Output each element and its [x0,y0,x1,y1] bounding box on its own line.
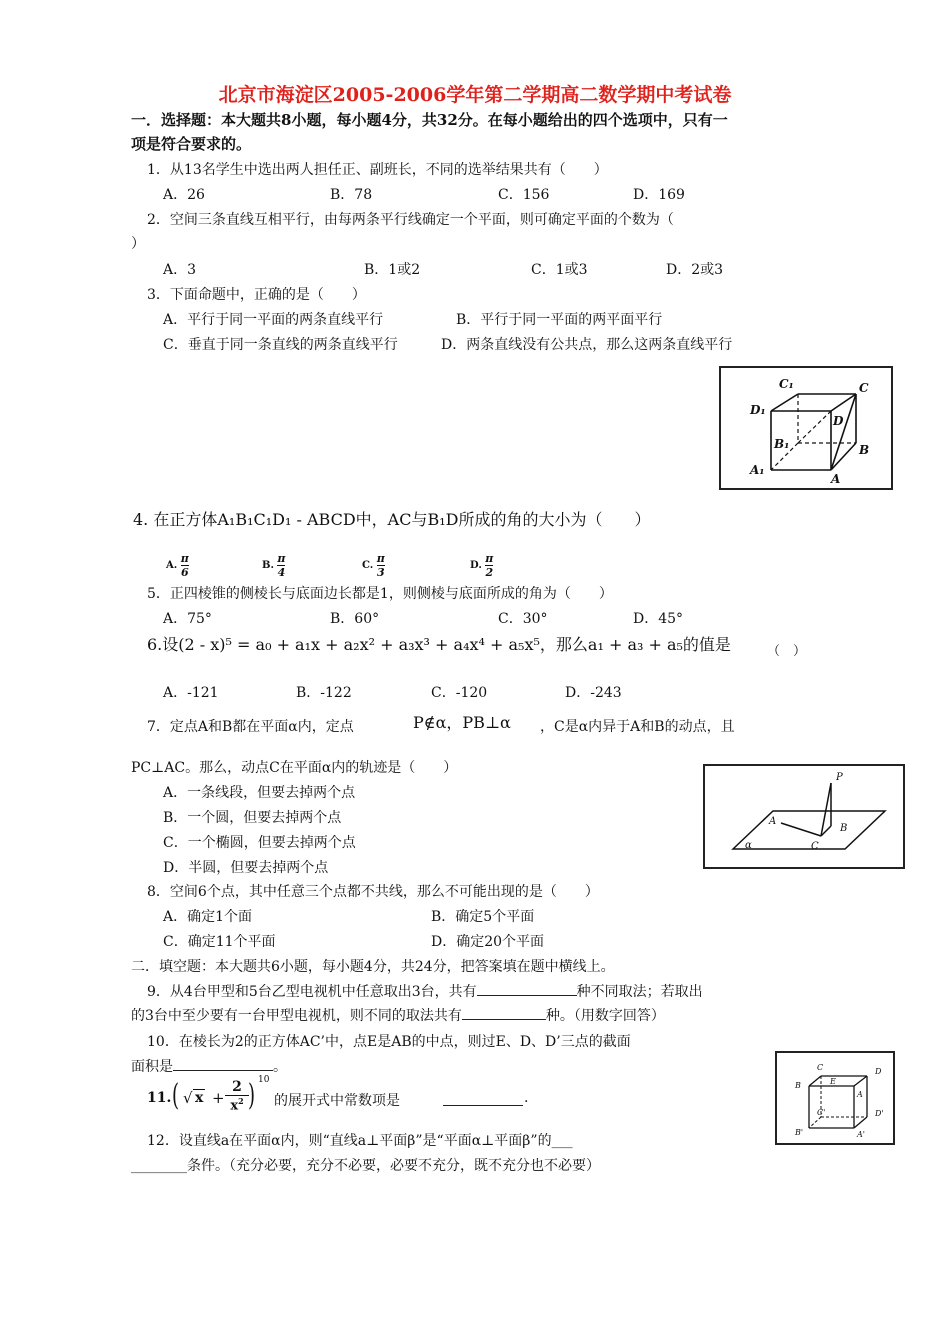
q9-line1: 9．从4台甲型和5台乙型电视机中任意取出3台，共有 种不同取法；若取出 [147,984,703,1000]
q11-left-paren: ( [172,1078,180,1113]
q8-stem: 8．空间6个点，其中任意三个点都不共线，那么不可能出现的是（ ） [147,884,599,900]
q11-text: 的展开式中常数项是 [274,1093,400,1109]
q10-line2: 面积是 。 [131,1059,287,1075]
q8-option-a: A．确定1个面 [163,909,253,925]
q11-frac-den: $x^2$ [230,1096,244,1114]
label-alpha: α [745,840,752,851]
q5-option-b: B．60° [330,611,380,627]
q10-blank[interactable] [173,1058,273,1071]
q4-option-b [262,552,285,579]
q11-fraction [225,1079,249,1113]
q4-option-a [166,552,189,579]
q4-option-c [362,552,385,579]
label-a-plane: A [769,816,777,827]
label-c-small: C [817,1063,824,1072]
q12-line2: ________条件。（充分必要，充分不必要，必要不充分，既不充分也不必要） [131,1158,600,1174]
q7-option-d: D．半圆，但要去掉两个点 [163,860,329,876]
q2-option-a: A．3 [163,262,197,278]
q12-line1: 12．设直线a在平面α内，则“直线a⊥平面β”是“平面α⊥平面β”的___ [147,1133,573,1149]
q2-stem-line1: 2．空间三条直线互相平行，由每两条平行线确定一个平面，则可确定平面的个数为（ [147,212,674,228]
q1-option-b: B．78 [330,187,373,203]
label-a-small: A [857,1090,863,1099]
small-cube-diagram [777,1053,893,1143]
q6-stem: 6.设(2 - x)⁵ = a₀ + a₁x + a₂x² + a₃x³ + a₄x⁴ + a₅x⁵，那么a₁ + a₃ + a₅的值是 [147,635,731,654]
q9-blank-2[interactable] [462,1007,546,1020]
label-c1: C₁ [779,377,794,391]
q5-option-c: C．30° [498,611,548,627]
q4-option-d-fraction: $\frac{\pi}{2}$ [485,552,494,579]
label-c: C [859,381,869,395]
q7-stem-part2: ，C是α内异于A和B的动点，且 [540,719,735,735]
label-b-plane: B [840,823,848,834]
q4-stem: 4. 在正方体A₁B₁C₁D₁ - ABCD中，AC与B₁D所成的角的大小为（ ） [133,510,651,529]
q9-blank-1[interactable] [477,983,577,996]
q6-option-a: A．-121 [163,685,219,701]
q11-end: . [524,1090,529,1106]
q3-option-d: D．两条直线没有公共点，那么这两条直线平行 [441,337,733,353]
label-a-prime: A' [857,1130,865,1139]
q4-option-d-letter: D. [470,560,482,571]
q4-option-c-fraction: $\frac{\pi}{3}$ [376,552,385,579]
section-1-heading-line1: 一．选择题：本大题共8小题，每小题4分，共32分。在每小题给出的四个选项中，只有一 [131,111,728,129]
q4-option-d [470,552,493,579]
q5-option-a: A．75° [163,611,212,627]
q8-option-b: B．确定5个平面 [431,909,535,925]
q7-plane-figure [703,764,905,869]
label-b1: B₁ [774,437,790,451]
q11-right-paren: ) [248,1078,256,1113]
q6-option-d: D．-243 [565,685,622,701]
q7-option-c: C．一个椭圆，但要去掉两个点 [163,835,356,851]
cube-diagram [721,368,891,488]
label-b: B [859,443,870,457]
q7-option-b: B．一个圆，但要去掉两个点 [163,810,342,826]
label-a: A [831,472,841,486]
q6-option-b: B．-122 [296,685,352,701]
label-d-prime: D' [875,1109,884,1118]
q7-option-a: A．一条线段，但要去掉两个点 [163,785,356,801]
q10-line1: 10．在棱长为2的正方体AC’中，点E是AB的中点，则过E、D、D’三点的截面 [147,1034,631,1050]
label-c-plane: C [811,841,819,852]
q3-stem: 3．下面命题中，正确的是（ ） [147,287,366,303]
q1-option-c: C．156 [498,187,550,203]
q2-stem-line2: ） [131,236,145,252]
label-b-small: B [795,1081,801,1090]
q5-stem: 5．正四棱锥的侧棱长与底面边长都是1，则侧棱与底面所成的角为（ ） [147,586,613,602]
q11-outer-exponent: 10 [258,1075,270,1085]
q11-frac-num: 2 [225,1079,249,1096]
q2-option-c: C．1或3 [531,262,588,278]
q4-option-b-letter: B. [262,560,274,571]
label-d: D [833,414,844,428]
q5-option-d: D．45° [633,611,684,627]
q7-stem-part1: 7．定点A和B都在平面α内，定点 [147,719,354,735]
label-e-small: E [830,1077,836,1086]
q11-sqrt-sign: √ [183,1089,193,1107]
q10-cube-figure [775,1051,895,1145]
q4-option-a-fraction: $\frac{\pi}{6}$ [180,552,189,579]
q4-option-a-letter: A. [166,560,178,571]
q1-option-d: D．169 [633,187,685,203]
q2-option-b: B．1或2 [364,262,421,278]
q6-paren: （ ） [767,644,807,659]
q1-stem: 1．从13名学生中选出两人担任正、副班长，不同的选举结果共有（ ） [147,162,608,178]
q3-option-c: C．垂直于同一条直线的两条直线平行 [163,337,398,353]
q11-blank[interactable] [443,1093,523,1106]
q7-stem-line2: PC⊥AC。那么，动点C在平面α内的轨迹是（ ） [131,760,458,776]
label-p: P [836,772,843,783]
q6-option-c: C．-120 [431,685,488,701]
q11-plus: + [212,1089,225,1107]
q3-option-b: B．平行于同一平面的两平面平行 [456,312,663,328]
q3-option-a: A．平行于同一平面的两条直线平行 [163,312,384,328]
q11-number: 11. [147,1090,172,1106]
q1-option-a: A．26 [163,187,205,203]
q9-line2: 的3台中至少要有一台甲型电视机，则不同的取法共有 种。（用数字回答） [131,1008,665,1024]
section-2-heading: 二．填空题：本大题共6小题，每小题4分，共24分，把答案填在题中横线上。 [131,959,615,975]
q7-stem-math: P∉α，PB⊥α [413,713,511,732]
q2-option-d: D．2或3 [666,262,724,278]
q4-option-b-fraction: $\frac{\pi}{4}$ [277,552,286,579]
page-title: 北京市海淀区2005-2006学年第二学期高二数学期中考试卷 [218,84,732,106]
q4-option-c-letter: C. [362,560,374,571]
label-b-prime: B' [795,1128,804,1137]
label-c-prime: C' [817,1108,826,1117]
label-d-small: D [875,1067,882,1076]
section-1-heading-line2: 项是符合要求的。 [131,135,252,153]
q12-blank[interactable]: ________ [131,1158,187,1174]
q8-option-c: C．确定11个平面 [163,934,276,950]
q4-cube-figure [719,366,893,490]
q11-sqrt-radicand: x [195,1090,204,1106]
plane-diagram [705,766,903,867]
q8-option-d: D．确定20个平面 [431,934,545,950]
label-a1: A₁ [750,463,765,477]
label-d1: D₁ [750,403,766,417]
